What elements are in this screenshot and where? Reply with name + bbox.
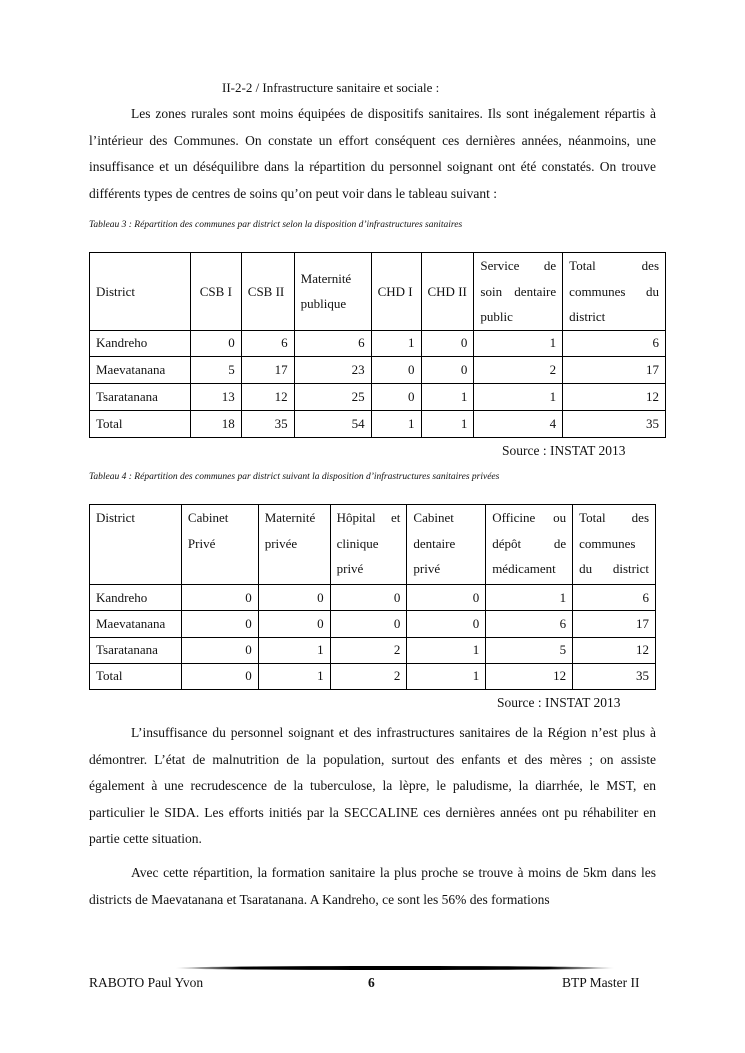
table-cell: Tsaratanana [90,384,191,411]
footer-author: RABOTO Paul Yvon [89,975,204,990]
table-cell: 17 [573,611,656,637]
table-cell: 5 [486,637,573,663]
table-cell: 0 [371,357,421,384]
table3-header-total: Total des communes du district [563,253,666,331]
table4-source: Source : INSTAT 2013 [497,695,621,710]
table-cell: 23 [294,357,371,384]
table-cell: Total [90,411,191,438]
table4-header-row [90,505,656,585]
table-cell: Total [90,663,182,689]
table-cell: 0 [407,611,486,637]
footer-divider [175,966,615,970]
table-cell: 0 [421,330,474,357]
footer-program: BTP Master II [562,975,640,990]
table-cell: 1 [421,384,474,411]
table-cell: 1 [371,411,421,438]
table4 [89,504,656,690]
table-cell: 2 [330,663,407,689]
table-cell: 1 [258,637,330,663]
table-cell: 0 [371,384,421,411]
table-cell: 0 [330,585,407,611]
table-cell: 0 [258,611,330,637]
table-cell: 4 [474,411,563,438]
table-row [90,637,656,663]
table-cell: 1 [421,411,474,438]
table3-header-csb2: CSB II [241,253,294,331]
table-row [90,357,666,384]
table3-header-district: District [90,253,191,331]
table-cell: Kandreho [90,330,191,357]
table-cell: 12 [486,663,573,689]
table3-caption: Tableau 3 : Répartition des communes par district selon la disposition d’infrastructures sanitaires [89,220,463,230]
table3 [89,252,666,438]
table4-header-cabinet-dentaire: Cabinet dentaire privé [407,505,486,585]
intro-paragraph: Les zones rurales sont moins équipées de dispositifs sanitaires. Ils sont inégalement répartis à l’intérieur des Communes. On constate un effort conséquent ces dernières années, néanmoins, une insuffisance et un déséquilibre dans la répartition du personnel soignant ont été constatés. On trouve différents types de centres de soins qu’on peut voir dans le tableau suivant : [89,106,656,201]
table3-header-dentaire: Service de soin dentaire public [474,253,563,331]
paragraph-2: L’insuffisance du personnel soignant et des infrastructures sanitaires de la Région n’est plus à démontrer. L’état de malnutrition de la population, surtout des enfants et des mères ; on assiste également à une recrudescence de la tuberculose, la lèpre, le paludisme, la diarrhée, le MST, en particulier le SIDA. Les efforts initiés par la SECCALINE ces dernières années ont pu réhabiliter en partie cette situation. [89,725,656,846]
table-cell: 0 [258,585,330,611]
table3-header-row [90,253,666,331]
table-cell: 35 [573,663,656,689]
table-cell: 13 [190,384,241,411]
table-cell: Maevatanana [90,357,191,384]
table-cell: Maevatanana [90,611,182,637]
table4-header-hopital: Hôpital et clinique privé [330,505,407,585]
table-cell: 1 [371,330,421,357]
table-cell: 35 [563,411,666,438]
table-row [90,611,656,637]
table-row [90,411,666,438]
table-cell: 6 [573,585,656,611]
table3-header-chd1: CHD I [371,253,421,331]
footer-page-number: 6 [368,975,375,990]
table-cell: 6 [241,330,294,357]
table4-header-total: Total des communes du district [573,505,656,585]
table-cell: 17 [241,357,294,384]
table-cell: 0 [181,637,258,663]
table-row [90,585,656,611]
table-cell: 1 [486,585,573,611]
table-cell: 54 [294,411,371,438]
table-cell: 6 [486,611,573,637]
table-cell: Tsaratanana [90,637,182,663]
table4-header-cabinet-prive: Cabinet Privé [181,505,258,585]
table4-header-maternite-privee: Maternité privée [258,505,330,585]
table-cell: 17 [563,357,666,384]
section-title: II-2-2 / Infrastructure sanitaire et sociale : [222,80,440,95]
table-cell: 25 [294,384,371,411]
table-cell: 1 [474,330,563,357]
table-cell: 1 [407,637,486,663]
table-cell: 5 [190,357,241,384]
table-cell: 12 [573,637,656,663]
table-cell: 1 [407,663,486,689]
table4-header-district: District [90,505,182,585]
table-cell: Kandreho [90,585,182,611]
table-cell: 35 [241,411,294,438]
table4-caption: Tableau 4 : Répartition des communes par district suivant la disposition d’infrastructures sanitaires privées [89,472,500,482]
table-row [90,663,656,689]
table-row [90,384,666,411]
table3-header-chd2: CHD II [421,253,474,331]
table-row [90,330,666,357]
table-cell: 0 [181,585,258,611]
table-cell: 6 [563,330,666,357]
table-cell: 0 [330,611,407,637]
table-cell: 0 [421,357,474,384]
table-cell: 6 [294,330,371,357]
table-cell: 0 [181,663,258,689]
table3-header-maternite: Maternité publique [294,253,371,331]
table-cell: 2 [330,637,407,663]
paragraph-3: Avec cette répartition, la formation sanitaire la plus proche se trouve à moins de 5km dans les districts de Maevatanana et Tsaratanana. A Kandreho, ce sont les 56% des formations [89,865,656,907]
table-cell: 1 [258,663,330,689]
table-cell: 0 [190,330,241,357]
table-cell: 0 [407,585,486,611]
table-cell: 12 [241,384,294,411]
table-cell: 18 [190,411,241,438]
table-cell: 2 [474,357,563,384]
table3-header-csb1: CSB I [190,253,241,331]
table3-source: Source : INSTAT 2013 [502,443,626,458]
table4-header-officine: Officine ou dépôt de médicament [486,505,573,585]
table-cell: 1 [474,384,563,411]
table-cell: 12 [563,384,666,411]
table-cell: 0 [181,611,258,637]
